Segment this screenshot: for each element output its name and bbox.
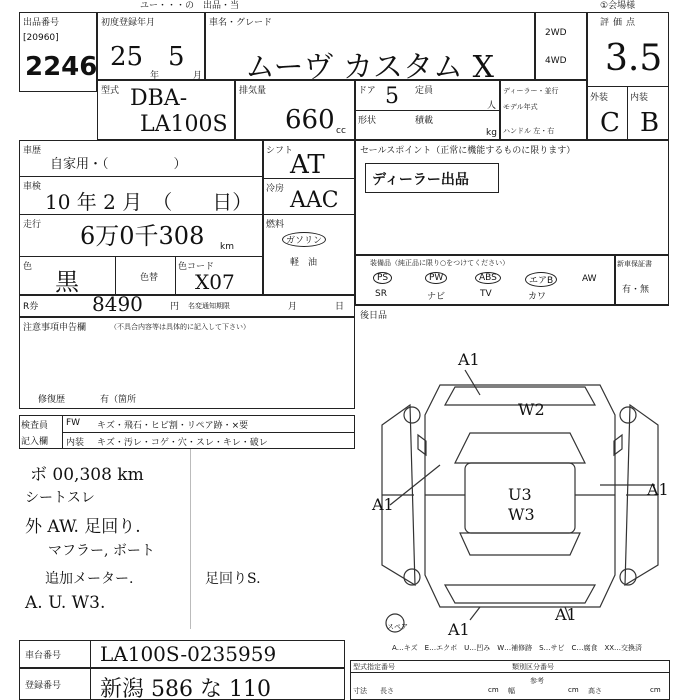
color-code-label: 色コード [178,262,215,272]
sales-point-value: ディーラー出品 [372,172,469,188]
model-year-label: モデル年式 [503,103,538,111]
equip-ps: PS [373,272,392,284]
inspection-label: 車検 [23,182,42,192]
lot-code: [20960] [23,33,59,43]
registration-split [90,668,91,700]
mileage-unit: km [220,242,234,252]
handle-label: ハンドル 左・右 [503,127,555,135]
inspector-row1: キズ・飛石・ヒビ割・リペア跡・×要 [97,421,249,431]
sales-point-box [355,140,669,255]
model-line1: DBA- [130,86,188,111]
lot-label: 出品番号 [23,18,60,28]
drive-4wd: 4WD [545,56,567,66]
post-seat-label: 後日品 [360,311,388,321]
car-name-label: 車名・グレード [209,18,273,28]
note-line-6: A. U. W3. [25,593,106,613]
interior-label: 内装 [630,93,649,103]
doors-label: ドア [358,86,376,96]
mech-div2 [263,214,355,215]
recycle-box [19,295,355,317]
equip-cover: カワ [528,292,547,302]
mark-a1-bottom: A1 [448,620,470,639]
warranty-label: 新車保証書 [617,260,652,268]
fuel-light-oil: 軽 油 [290,258,318,268]
mark-a1-top: A1 [458,350,480,369]
interior-grade: B [640,108,660,138]
registration-label: 登録番号 [25,681,62,691]
first-reg-year-unit: 年 [150,71,160,81]
color-value: 黒 [55,268,79,296]
history-div2 [19,214,263,215]
length-unit: cm [488,686,499,694]
warranty-value: 有・無 [622,285,650,295]
inspector-row2-key: 内装 [66,438,85,448]
note-line-4: マフラー, ボート [48,543,155,559]
cooling-value: AAC [290,188,339,213]
loading-label: 積載 [415,116,434,126]
inspector-row2: キズ・汚レ・コゲ・穴・スレ・キレ・破レ [97,438,268,448]
length-label: 長さ [380,687,394,695]
inspector-label2: 記入欄 [21,437,49,447]
mech-div1 [263,178,355,179]
mileage-value: 6万0千308 [80,222,205,250]
car-name: ムーヴ カスタム X [245,50,494,85]
doors-value: 5 [385,84,399,109]
notes-grid-line [190,449,191,629]
dim-row1 [350,672,670,673]
equip-sr: SR [375,289,387,299]
recycle-unit: 円 [170,302,180,312]
inspector-mid [62,432,355,433]
color-code: X07 [195,270,235,294]
history-value: 自家用・（ ） [50,157,187,172]
history-label: 車歴 [23,146,42,156]
shift-value: AT [290,150,325,180]
mark-w2: W2 [518,400,545,419]
post-seat-top [355,305,669,306]
inspector-label1: 検査員 [21,421,49,431]
mark-a1-right: A1 [647,480,669,499]
color-split2 [175,256,176,295]
dim-label: 寸法 [353,687,367,695]
width-label: 幅 [508,687,515,695]
equip-pw: PW [425,272,447,284]
repair-value: 有（箇所 [100,395,137,405]
model-label: 型式 [101,86,120,96]
shift-label: シフト [266,146,294,156]
displacement-label: 排気量 [239,86,267,96]
note-right: 足回りS. [205,571,261,587]
ref-label: 参考 [530,677,544,685]
chassis-value: LA100S-0235959 [100,642,277,666]
note-line-5: 追加メーター. [45,571,134,587]
grade-score: 3.5 [605,38,663,79]
drive-2wd: 2WD [545,28,567,38]
fuel-gasoline: ガソリン [282,232,326,247]
note-line-3: 外 AW. 足回り. [25,517,141,537]
drive-box [535,12,587,80]
model-line2: LA100S [140,112,228,137]
cooling-label: 冷房 [266,184,285,194]
lot-number: 2246 [25,52,98,82]
equipment-label: 装備品（純正品に限り○をつけてください） [370,259,510,267]
height-label: 高さ [588,687,602,695]
history-div1 [19,176,263,177]
displacement-value: 660 [285,105,335,135]
displacement-unit: cc [336,126,346,136]
equip-navi: ナビ [427,292,446,302]
recycle-day: 日 [335,302,345,312]
color-split [115,256,116,295]
chassis-label: 車台番号 [25,651,62,661]
note-line-2: シートスレ [25,490,95,506]
type-spec-label: 型式指定番号 [353,663,395,671]
mark-a1-left: A1 [372,495,394,514]
mileage-label: 走行 [23,220,42,230]
shape-label: 形状 [358,116,377,126]
width-unit: cm [568,686,579,694]
damage-legend: A…キズ E…エクボ U…凹み W…補修跡 S…サビ C…腐食 XX…交換済 [392,644,643,652]
recycle-month: 月 [288,302,298,312]
inspector-row1-key: FW [66,418,81,428]
loading-unit: kg [486,128,497,138]
mark-u3: U3 [508,485,532,504]
header-cut-text: ユー・・・の 出品・当 [140,1,240,11]
exterior-grade: C [600,108,620,138]
notes-label: 注意事項申告欄 [23,323,87,333]
equip-airbag: エアB [525,272,557,287]
grade-split [627,86,628,140]
fuel-label: 燃料 [266,220,285,230]
height-unit: cm [650,686,661,694]
notes-sub: （不具合内容等は具体的に記入して下さい） [110,323,250,331]
color-label: 色 [23,262,33,272]
body-divider [355,110,500,111]
equip-aw: AW [582,274,597,284]
mark-a1-bottom-right: A1 [555,605,577,624]
capacity-unit: 人 [487,101,497,111]
equip-tv: TV [480,289,492,299]
exterior-label: 外装 [590,93,609,103]
chassis-split [90,640,91,668]
grade-label: 評価点 [600,18,640,28]
color-change-label: 色替 [140,273,159,283]
first-reg-month-unit: 月 [193,71,203,81]
history-div3 [19,256,263,257]
inspection-value: 10 年 2 月 （ 日） [45,190,253,214]
repair-label: 修復歴 [38,395,66,405]
class-label: 類別区分番号 [512,663,554,671]
recycle-value: 8490 [92,292,143,316]
registration-value: 新潟 586 な 110 [100,677,271,700]
spare-label: スペア [387,623,408,631]
first-reg-month: 5 [168,42,185,72]
sales-point-label: セールスポイント（正常に機能するものに限ります） [360,146,576,156]
recycle-label: R券 [23,302,39,312]
first-reg-year: 25 [110,42,144,72]
name-change-label: 名変通知期限 [188,302,230,310]
mark-w3: W3 [508,505,535,524]
dealer-label: ディーラー・並行 [503,87,559,95]
first-reg-label: 初度登録年月 [101,18,156,28]
equip-abs: ABS [475,272,501,284]
capacity-label: 定員 [415,86,434,96]
grade-divider [587,86,669,87]
header-venue-cut: ①会場様 [600,1,636,11]
note-line-1: ボ 00,308 km [30,465,144,485]
